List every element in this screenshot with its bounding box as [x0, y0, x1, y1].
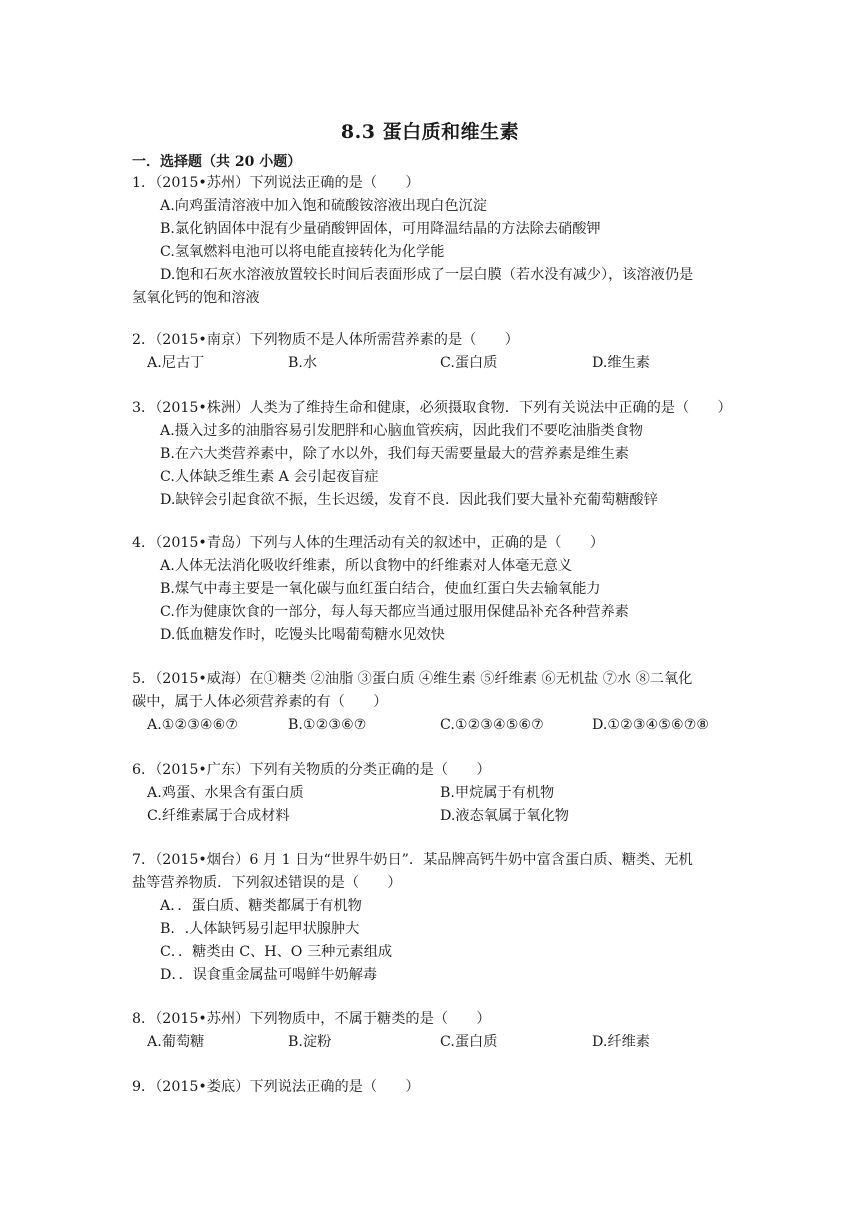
q3-option-b: B.在六大类营养素中，除了水以外，我们每天需要量最大的营养素是维生素 [160, 446, 629, 462]
q1-stem: 1．（2015•苏州）下列说法正确的是（ ） [132, 175, 420, 191]
q5-option-c: C.①②③④⑤⑥⑦ [440, 717, 544, 733]
q7-option-a: A．．蛋白质、糖类都属于有机物 [160, 898, 362, 914]
q6-option-a: A.鸡蛋、水果含有蛋白质 [147, 785, 304, 801]
q1-option-b: B.氯化钠固体中混有少量硝酸钾固体，可用降温结晶的方法除去硝酸钾 [160, 221, 601, 237]
q5-stem-cont: 碳中，属于人体必须营养素的有（ ） [132, 694, 388, 710]
q3-stem: 3．（2015•株洲）人类为了维持生命和健康，必须摄取食物．下列有关说法中正确的是（ ） [132, 400, 732, 416]
q8-option-b: B.淀粉 [288, 1034, 332, 1050]
page-title: 8.3 蛋白质和维生素 [340, 121, 520, 143]
q8-stem: 8．（2015•苏州）下列物质中，不属于糖类的是（ ） [132, 1011, 491, 1027]
q4-option-a: A.人体无法消化吸收纤维素，所以食物中的纤维素对人体毫无意义 [160, 558, 573, 574]
section-heading: 一．选择题（共 20 小题） [132, 154, 302, 170]
q9-stem: 9．（2015•娄底）下列说法正确的是（ ） [132, 1079, 420, 1095]
q6-stem: 6．（2015•广东）下列有关物质的分类正确的是（ ） [132, 762, 491, 778]
q6-option-c: C.纤维素属于合成材料 [147, 808, 290, 824]
q4-option-b: B.煤气中毒主要是一氧化碳与血红蛋白结合，使血红蛋白失去输氧能力 [160, 581, 601, 597]
q7-option-c: C．．糖类由 C、H、O 三种元素组成 [160, 944, 393, 960]
q6-option-d: D.液态氧属于氧化物 [440, 808, 569, 824]
q2-option-c: C.蛋白质 [440, 355, 498, 371]
q2-option-b: B.水 [288, 355, 318, 371]
q1-option-d: D.饱和石灰水溶液放置较长时间后表面形成了一层白膜（若水没有减少），该溶液仍是 [160, 267, 694, 283]
q7-option-d: D．．误食重金属盐可喝鲜牛奶解毒 [160, 967, 378, 983]
q8-option-a: A.葡萄糖 [147, 1034, 205, 1050]
q7-option-b: B．.人体缺钙易引起甲状腺肿大 [160, 921, 360, 937]
q2-stem: 2．（2015•南京）下列物质不是人体所需营养素的是（ ） [132, 332, 519, 348]
q7-stem: 7．（2015•烟台）6 月 1 日为“世界牛奶日”．某品牌高钙牛奶中富含蛋白质、糖类、无机 [132, 852, 693, 868]
q2-option-a: A.尼古丁 [147, 355, 205, 371]
q5-option-a: A.①②③④⑥⑦ [147, 717, 239, 733]
q3-option-d: D.缺锌会引起食欲不振，生长迟缓，发育不良．因此我们要大量补充葡萄糖酸锌 [160, 492, 658, 508]
q8-option-c: C.蛋白质 [440, 1034, 498, 1050]
q6-option-b: B.甲烷属于有机物 [440, 785, 555, 801]
q2-option-d: D.维生素 [592, 355, 650, 371]
q4-stem: 4．（2015•青岛）下列与人体的生理活动有关的叙述中，正确的是（ ） [132, 535, 605, 551]
q4-option-d: D.低血糖发作时，吃馒头比喝葡萄糖水见效快 [160, 627, 445, 643]
q5-stem: 5．（2015•威海）在①糖类 ②油脂 ③蛋白质 ④维生素 ⑤纤维素 ⑥无机盐 ⑦水 ⑧二氧化 [132, 671, 693, 687]
q1-option-c: C.氢氧燃料电池可以将电能直接转化为化学能 [160, 244, 445, 260]
q5-option-d: D.①②③④⑤⑥⑦⑧ [592, 717, 710, 733]
q1-option-a: A.向鸡蛋清溶液中加入饱和硫酸铵溶液出现白色沉淀 [160, 198, 487, 214]
q8-option-d: D.纤维素 [592, 1034, 650, 1050]
q4-option-c: C.作为健康饮食的一部分，每人每天都应当通过服用保健品补充各种营养素 [160, 604, 629, 620]
q3-option-c: C.人体缺乏维生素 A 会引起夜盲症 [160, 469, 379, 485]
q7-stem-cont: 盐等营养物质．下列叙述错误的是（ ） [132, 875, 402, 891]
q1-option-d-cont: 氢氧化钙的饱和溶液 [132, 290, 260, 306]
q3-option-a: A.摄入过多的油脂容易引发肥胖和心脑血管疾病，因此我们不要吃油脂类食物 [160, 423, 643, 439]
q5-option-b: B.①②③⑥⑦ [288, 717, 367, 733]
